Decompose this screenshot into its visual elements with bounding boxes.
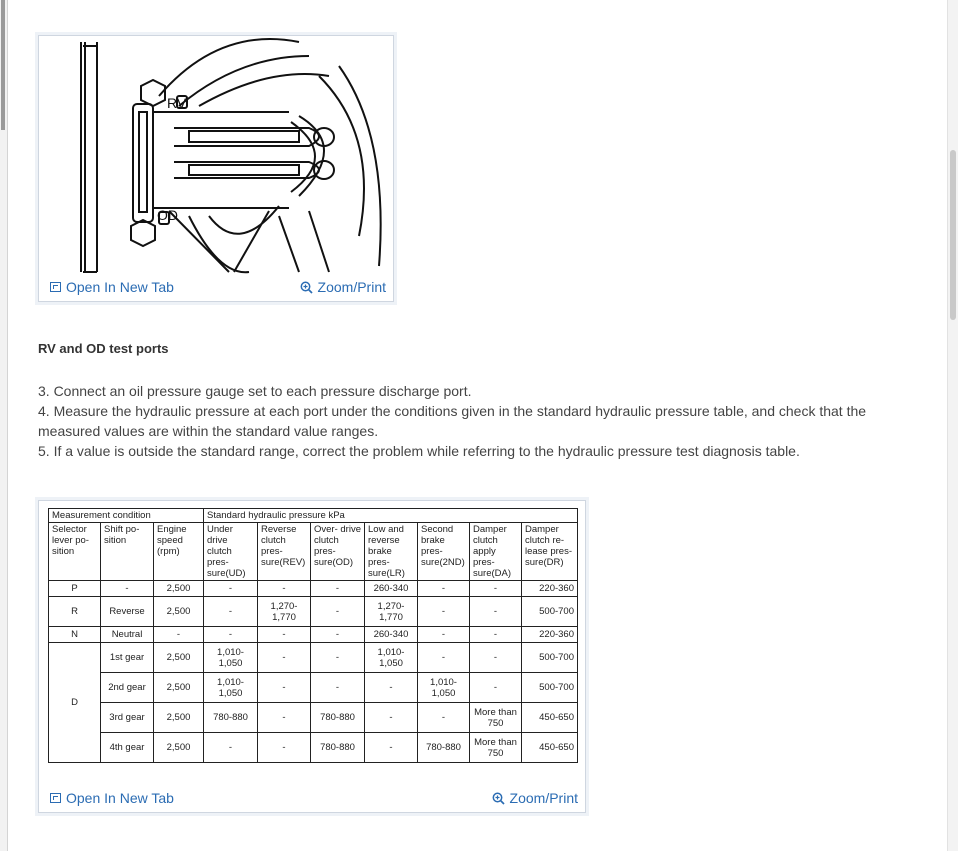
cell-2nd: -	[418, 581, 470, 597]
cell-da: More than 750	[470, 733, 522, 763]
cell-rpm: 2,500	[154, 703, 204, 733]
cell-rev: -	[258, 627, 311, 643]
cell-rpm: 2,500	[154, 643, 204, 673]
zoom-icon	[492, 792, 505, 805]
figure-pressure-table	[38, 500, 586, 813]
cell-ud: -	[204, 581, 258, 597]
standard-hydraulic-pressure-table	[48, 508, 578, 763]
col-header-ud: Under drive clutch pres- sure(UD)	[204, 523, 258, 581]
cell-rev: -	[258, 581, 311, 597]
cell-2nd: 780-880	[418, 733, 470, 763]
cell-dr: 450-650	[522, 703, 578, 733]
table-row	[49, 733, 578, 763]
cell-shift: -	[101, 581, 154, 597]
cell-od: -	[311, 627, 365, 643]
cell-da: -	[470, 597, 522, 627]
cell-rpm: -	[154, 627, 204, 643]
cell-2nd: 1,010- 1,050	[418, 673, 470, 703]
cell-ud: 1,010- 1,050	[204, 643, 258, 673]
cell-rev: -	[258, 733, 311, 763]
cell-lr: -	[365, 673, 418, 703]
zoom-print-label: Zoom/Print	[317, 279, 386, 295]
cell-2nd: -	[418, 597, 470, 627]
group-header-row	[49, 509, 578, 523]
cell-lr: -	[365, 733, 418, 763]
cell-rev: -	[258, 703, 311, 733]
cell-da: -	[470, 581, 522, 597]
zoom-icon	[300, 281, 313, 294]
cell-selector: N	[49, 627, 101, 643]
cell-selector: R	[49, 597, 101, 627]
cell-shift: 3rd gear	[101, 703, 154, 733]
cell-rev: 1,270- 1,770	[258, 597, 311, 627]
zoom-print-link[interactable]	[492, 790, 578, 806]
new-tab-icon	[50, 282, 61, 292]
cell-lr: 260-340	[365, 581, 418, 597]
procedure-steps	[38, 381, 898, 461]
open-in-new-tab-link[interactable]	[50, 279, 174, 295]
table-row	[49, 703, 578, 733]
cell-dr: 500-700	[522, 673, 578, 703]
cell-rev: -	[258, 643, 311, 673]
cell-od: -	[311, 581, 365, 597]
cell-da: More than 750	[470, 703, 522, 733]
cell-ud: -	[204, 627, 258, 643]
col-header-selector: Selector lever po- sition	[49, 523, 101, 581]
cell-rev: -	[258, 673, 311, 703]
cell-lr: 260-340	[365, 627, 418, 643]
step-5: 5. If a value is outside the standard range, correct the problem while referring to the hydraulic pressure test diagnosis table.	[38, 443, 800, 459]
cell-dr: 500-700	[522, 597, 578, 627]
col-header-da: Damper clutch apply pres- sure(DA)	[470, 523, 522, 581]
figure-links	[39, 275, 393, 301]
cell-ud: 1,010- 1,050	[204, 673, 258, 703]
page-scroll-thumb[interactable]	[950, 150, 956, 320]
pressure-table-image	[48, 508, 578, 763]
cell-od: -	[311, 643, 365, 673]
cell-selector: P	[49, 581, 101, 597]
page-scrollbar[interactable]	[947, 0, 958, 851]
cell-shift: Neutral	[101, 627, 154, 643]
col-header-lr: Low and reverse brake pres- sure(LR)	[365, 523, 418, 581]
figure-rv-od-ports	[38, 35, 394, 302]
figure-caption: RV and OD test ports	[38, 341, 169, 356]
col-header-shift: Shift po- sition	[101, 523, 154, 581]
cell-od: 780-880	[311, 733, 365, 763]
zoom-print-link[interactable]	[300, 279, 386, 295]
step-3: 3. Connect an oil pressure gauge set to each pressure discharge port.	[38, 383, 472, 399]
cell-rpm: 2,500	[154, 733, 204, 763]
left-edge-scrollbar[interactable]	[0, 0, 8, 851]
table-row	[49, 581, 578, 597]
col-header-rev: Reverse clutch pres- sure(REV)	[258, 523, 311, 581]
figure-links	[39, 786, 585, 812]
cell-dr: 220-360	[522, 627, 578, 643]
cell-rpm: 2,500	[154, 673, 204, 703]
diagram-label-rv: RV	[167, 95, 187, 111]
cell-ud: -	[204, 597, 258, 627]
cell-od: -	[311, 597, 365, 627]
cell-da: -	[470, 643, 522, 673]
cell-da: -	[470, 673, 522, 703]
cell-ud: 780-880	[204, 703, 258, 733]
cell-shift: 4th gear	[101, 733, 154, 763]
cell-selector-d: D	[49, 643, 101, 763]
cell-ud: -	[204, 733, 258, 763]
cell-shift: 2nd gear	[101, 673, 154, 703]
cell-lr: 1,010- 1,050	[365, 643, 418, 673]
table-row	[49, 673, 578, 703]
table-row	[49, 597, 578, 627]
new-tab-icon	[50, 793, 61, 803]
col-header-od: Over- drive clutch pres- sure(OD)	[311, 523, 365, 581]
group-header-pressure: Standard hydraulic pressure kPa	[204, 509, 578, 523]
cell-dr: 500-700	[522, 643, 578, 673]
step-4: 4. Measure the hydraulic pressure at each port under the conditions given in the standard hydraulic pressure table, and check that the measured values are within the standard value ranges.	[38, 403, 867, 439]
col-header-2nd: Second brake pres- sure(2ND)	[418, 523, 470, 581]
col-header-rpm: Engine speed (rpm)	[154, 523, 204, 581]
cell-lr: -	[365, 703, 418, 733]
column-header-row	[49, 523, 578, 581]
open-in-new-tab-label: Open In New Tab	[66, 790, 174, 806]
group-header-measurement: Measurement condition	[49, 509, 204, 523]
cell-da: -	[470, 627, 522, 643]
cell-od: 780-880	[311, 703, 365, 733]
rv-od-diagram	[39, 36, 393, 274]
table-row	[49, 643, 578, 673]
zoom-print-label: Zoom/Print	[509, 790, 578, 806]
cell-dr: 220-360	[522, 581, 578, 597]
open-in-new-tab-label: Open In New Tab	[66, 279, 174, 295]
diagram-label-od: OD	[157, 207, 178, 223]
cell-rpm: 2,500	[154, 581, 204, 597]
cell-2nd: -	[418, 703, 470, 733]
cell-2nd: -	[418, 627, 470, 643]
col-header-dr: Damper clutch re- lease pres- sure(DR)	[522, 523, 578, 581]
cell-shift: Reverse	[101, 597, 154, 627]
cell-dr: 450-650	[522, 733, 578, 763]
cell-rpm: 2,500	[154, 597, 204, 627]
left-scroll-thumb[interactable]	[1, 0, 5, 130]
cell-2nd: -	[418, 643, 470, 673]
cell-od: -	[311, 673, 365, 703]
cell-lr: 1,270- 1,770	[365, 597, 418, 627]
cell-shift: 1st gear	[101, 643, 154, 673]
table-row	[49, 627, 578, 643]
open-in-new-tab-link[interactable]	[50, 790, 174, 806]
